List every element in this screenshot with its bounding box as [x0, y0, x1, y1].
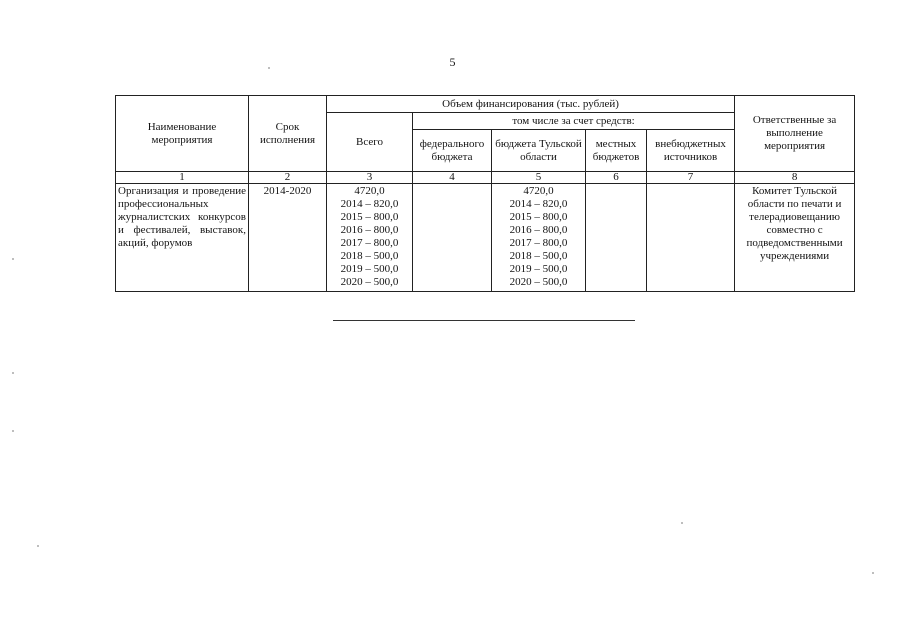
- regional-value: 2014 – 820,0: [509, 197, 568, 210]
- table-row: [116, 184, 855, 292]
- total-value: 2015 – 800,0: [340, 210, 399, 223]
- column-number: 6: [586, 172, 647, 184]
- regional-cell: [492, 184, 586, 292]
- header-extra: внебюджетных источников: [647, 130, 735, 172]
- total-value: 2019 – 500,0: [340, 262, 399, 275]
- total-value: 2014 – 820,0: [340, 197, 399, 210]
- scan-speck: [872, 572, 874, 574]
- event-name-cell: Организация и проведение профессиональных журналистских конкурсов и фестивалей, выставок, акций, форумов: [116, 184, 249, 292]
- column-number: 4: [413, 172, 492, 184]
- extra-budget-cell: [647, 184, 735, 292]
- header-including: том числе за счет средств:: [413, 113, 735, 130]
- deadline-cell: 2014-2020: [249, 184, 327, 292]
- page-number: 5: [449, 55, 456, 69]
- header-financing: Объем финансирования (тыс. рублей): [327, 96, 735, 113]
- scan-speck: [37, 545, 39, 547]
- header-responsible: Ответственные за выполнение мероприятия: [735, 96, 855, 172]
- federal-cell: [413, 184, 492, 292]
- closing-rule: [333, 320, 635, 321]
- regional-value: 2016 – 800,0: [509, 223, 568, 236]
- scan-speck: [12, 430, 14, 432]
- total-value: 4720,0: [354, 185, 385, 197]
- total-value: 2017 – 800,0: [340, 236, 399, 249]
- regional-value: 2015 – 800,0: [509, 210, 568, 223]
- total-cell: [327, 184, 413, 292]
- financing-table: [115, 95, 855, 292]
- local-cell: [586, 184, 647, 292]
- column-number: 8: [735, 172, 855, 184]
- scan-speck: [12, 258, 14, 260]
- scan-speck: [268, 67, 270, 69]
- header-total: Всего: [327, 113, 413, 172]
- column-number: 5: [492, 172, 586, 184]
- header-local: местных бюджетов: [586, 130, 647, 172]
- regional-value: 2019 – 500,0: [509, 262, 568, 275]
- header-name: Наименование мероприятия: [116, 96, 249, 172]
- column-number: 7: [647, 172, 735, 184]
- header-federal: федерального бюджета: [413, 130, 492, 172]
- column-number: 2: [249, 172, 327, 184]
- regional-value: 2018 – 500,0: [509, 249, 568, 262]
- total-value: 2020 – 500,0: [340, 275, 399, 288]
- regional-value: 2020 – 500,0: [509, 275, 568, 288]
- scan-speck: [12, 372, 14, 374]
- header-regional: бюджета Тульской области: [492, 130, 586, 172]
- regional-value: 2017 – 800,0: [509, 236, 568, 249]
- total-value: 2016 – 800,0: [340, 223, 399, 236]
- column-number: 1: [116, 172, 249, 184]
- header-deadline: Срок исполнения: [249, 96, 327, 172]
- responsible-cell: Комитет Тульской области по печати и телерадиовещанию совместно с подведомственными учреждениями: [735, 184, 855, 292]
- regional-value: 4720,0: [523, 185, 554, 197]
- scan-speck: [681, 522, 683, 524]
- column-number: 3: [327, 172, 413, 184]
- column-number-row: [116, 172, 855, 184]
- total-value: 2018 – 500,0: [340, 249, 399, 262]
